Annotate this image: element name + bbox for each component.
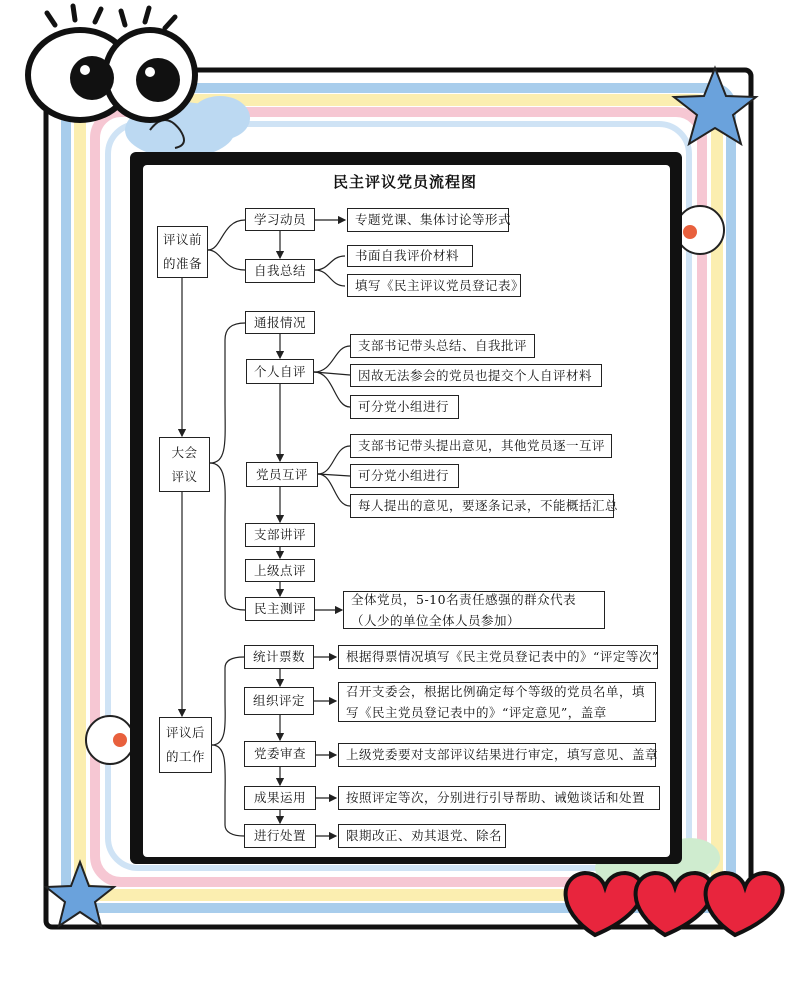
step-democratic-test: 民主测评 xyxy=(245,597,315,621)
step-superior-comment: 上级点评 xyxy=(245,559,315,582)
stage-meeting-line1: 大会 xyxy=(171,444,198,460)
googly-eyes-icon xyxy=(28,6,195,120)
detail-self-summary-2: 填写《民主评议党员登记表》 xyxy=(347,274,521,297)
detail-mutual-eval-2: 可分党小组进行 xyxy=(350,464,459,488)
flower-icon xyxy=(676,206,724,254)
step-branch-comment: 支部讲评 xyxy=(245,523,315,547)
stage-meeting-line2: 评议 xyxy=(171,468,198,484)
detail-self-eval-1: 支部书记带头总结、自我批评 xyxy=(350,334,535,358)
detail-self-eval-3: 可分党小组进行 xyxy=(350,395,459,419)
step-organize-eval: 组织评定 xyxy=(244,687,314,715)
step-mutual-eval: 党员互评 xyxy=(246,462,318,487)
step-briefing: 通报情况 xyxy=(245,311,315,334)
stage-prep xyxy=(157,226,208,278)
stage-after-line1: 评议后 xyxy=(166,725,206,741)
stage-after-line2: 的工作 xyxy=(166,749,206,764)
flower-icon xyxy=(86,716,134,764)
stage-prep-line1: 评议前 xyxy=(163,232,203,248)
detail-organize-eval-1: 召开支委会，根据比例确定每个等级的党员名单，填写《民主党员登记表中的》“评定意见”，盖章 xyxy=(338,682,656,722)
stage-after xyxy=(159,717,212,773)
detail-apply-results-1: 按照评定等次，分别进行引导帮助、诫勉谈话和处置 xyxy=(338,786,660,810)
step-self-eval: 个人自评 xyxy=(246,359,314,384)
step-count-votes: 统计票数 xyxy=(244,645,314,669)
detail-study-1: 专题党课、集体讨论等形式 xyxy=(347,208,509,232)
step-committee-review: 党委审查 xyxy=(244,741,316,767)
page-title: 民主评议党员流程图 xyxy=(332,173,477,191)
detail-mutual-eval-3: 每人提出的意见，要逐条记录，不能概括汇总 xyxy=(350,494,614,518)
detail-democratic-test-1: 全体党员，5-10名责任感强的群众代表（人少的单位全体人员参加） xyxy=(343,591,605,629)
detail-self-summary-1: 书面自我评价材料 xyxy=(347,245,473,267)
stage-meeting xyxy=(159,437,210,492)
detail-mutual-eval-1: 支部书记带头提出意见，其他党员逐一互评 xyxy=(350,434,612,458)
detail-handle-1: 限期改正、劝其退党、除名 xyxy=(338,824,506,848)
stage-prep-line2: 的准备 xyxy=(163,256,203,271)
detail-count-votes-1: 根据得票情况填写《民主党员登记表中的》“评定等次” xyxy=(338,645,658,669)
step-study: 学习动员 xyxy=(245,208,315,231)
step-handle: 进行处置 xyxy=(244,824,316,848)
step-apply-results: 成果运用 xyxy=(244,786,316,810)
step-self-summary: 自我总结 xyxy=(245,259,315,283)
detail-committee-review-1: 上级党委要对支部评议结果进行审定，填写意见、盖章 xyxy=(338,743,656,767)
detail-self-eval-2: 因故无法参会的党员也提交个人自评材料 xyxy=(350,364,602,387)
